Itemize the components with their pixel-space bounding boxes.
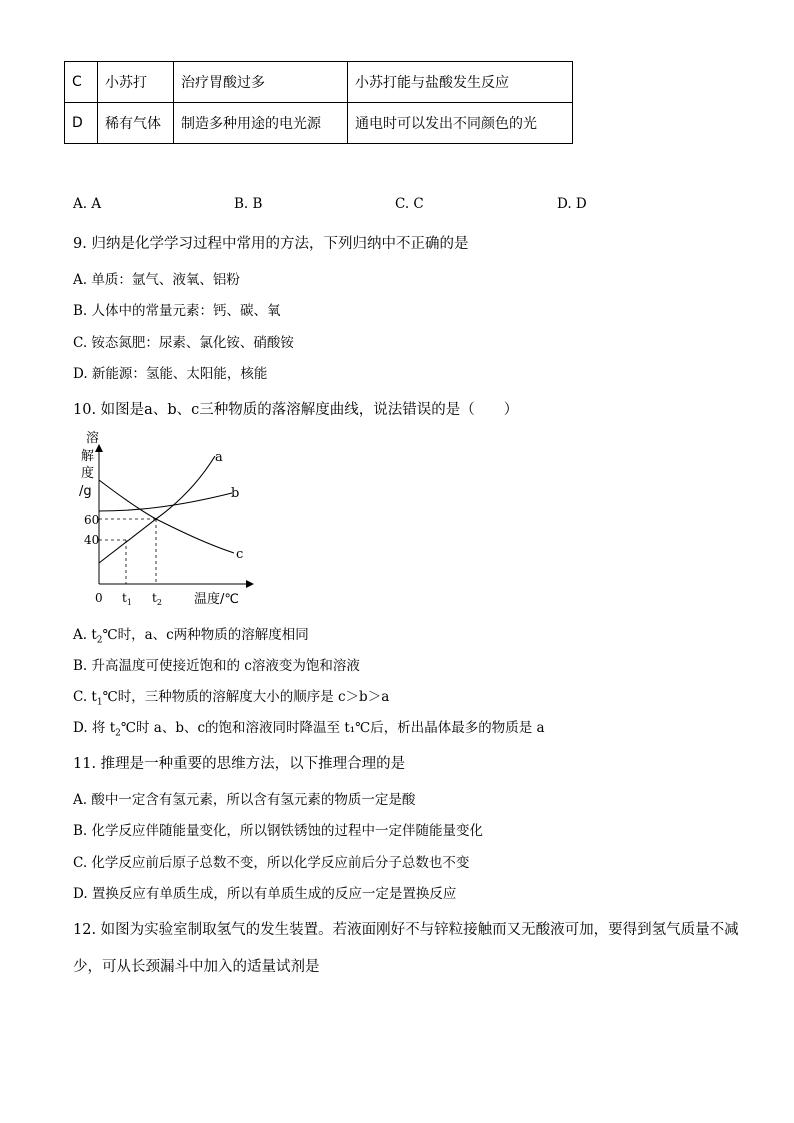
origin-label: 0 — [95, 591, 103, 605]
table-cell: 稀有气体 — [98, 103, 174, 144]
y-axis-label-3: 度 — [81, 466, 95, 481]
y-axis-label-4: /g — [79, 484, 92, 499]
table-row — [65, 62, 573, 103]
curve-b — [99, 493, 232, 511]
q8-option-b[interactable]: B. B — [234, 196, 263, 212]
q9-option-c[interactable]: C. 铵态氮肥：尿素、氯化铵、硝酸铵 — [73, 335, 294, 351]
x-tick-t2: $t_2$ — [152, 591, 162, 607]
q9-stem: 9. 归纳是化学学习过程中常用的方法，下列归纳中不正确的是 — [73, 236, 469, 252]
table-row — [65, 103, 573, 144]
table-cell: D — [65, 103, 98, 144]
q9-option-d[interactable]: D. 新能源：氢能、太阳能，核能 — [73, 366, 268, 382]
q12-stem-line2: 少，可从长颈漏斗中加入的适量试剂是 — [73, 959, 320, 975]
q8-option-c[interactable]: C. C — [395, 196, 424, 212]
y-tick-40: 40 — [84, 533, 100, 547]
series-label-a: a — [215, 450, 223, 465]
q11-option-c[interactable]: C. 化学反应前后原子总数不变，所以化学反应前后分子总数也不变 — [73, 855, 470, 871]
y-tick-60: 60 — [84, 513, 100, 527]
q11-option-a[interactable]: A. 酸中一定含有氢元素，所以含有氢元素的物质一定是酸 — [73, 792, 416, 808]
table-cell: 制造多种用途的电光源 — [174, 103, 348, 144]
q10-option-c[interactable]: C. $t_1℃$时，三种物质的溶解度大小的顺序是 c＞b＞a — [73, 689, 390, 708]
q8-option-a[interactable]: A. A — [73, 196, 102, 212]
x-axis-label: 温度/℃ — [194, 592, 239, 607]
table-cell: 通电时可以发出不同颜色的光 — [348, 103, 573, 144]
y-axis-label-1: 溶 — [86, 431, 100, 446]
q11-stem: 11. 推理是一种重要的思维方法，以下推理合理的是 — [73, 756, 406, 772]
series-label-c: c — [236, 547, 244, 562]
q9-option-a[interactable]: A. 单质：氩气、液氧、铝粉 — [73, 272, 240, 288]
q11-option-b[interactable]: B. 化学反应伴随能量变化，所以钢铁锈蚀的过程中一定伴随能量变化 — [73, 823, 484, 839]
table-cell: 小苏打 — [98, 62, 174, 103]
q8-option-d[interactable]: D. D — [557, 196, 587, 212]
solubility-chart — [72, 424, 262, 614]
table-cell: 治疗胃酸过多 — [174, 62, 348, 103]
q9-option-b[interactable]: B. 人体中的常量元素：钙、碳、氧 — [73, 303, 281, 319]
options-table — [64, 61, 573, 144]
y-axis-label-2: 解 — [81, 449, 95, 464]
q10-option-a[interactable]: A. $t_2℃$时，a、c两种物质的溶解度相同 — [73, 627, 309, 646]
q12-stem-line1: 12. 如图为实验室制取氢气的发生装置。若液面刚好不与锌粒接触而又无酸液可加，要得到氢气质量不减 — [73, 922, 739, 938]
table-cell: C — [65, 62, 98, 103]
series-label-b: b — [231, 486, 240, 501]
curve-a — [99, 456, 215, 563]
q10-option-d[interactable]: D. 将 $t_2℃$时 a、b、c的饱和溶液同时降温至 t₁℃后，析出晶体最多的物质是 a — [73, 720, 545, 739]
x-tick-t1: $t_1$ — [122, 591, 132, 607]
curve-c — [99, 480, 234, 553]
q10-stem: 10. 如图是a、b、c三种物质的落溶解度曲线，说法错误的是（ ） — [73, 402, 519, 418]
q10-option-b[interactable]: B. 升高温度可使接近饱和的 c溶液变为饱和溶液 — [73, 658, 360, 674]
table-cell: 小苏打能与盐酸发生反应 — [348, 62, 573, 103]
q11-option-d[interactable]: D. 置换反应有单质生成，所以有单质生成的反应一定是置换反应 — [73, 886, 457, 902]
